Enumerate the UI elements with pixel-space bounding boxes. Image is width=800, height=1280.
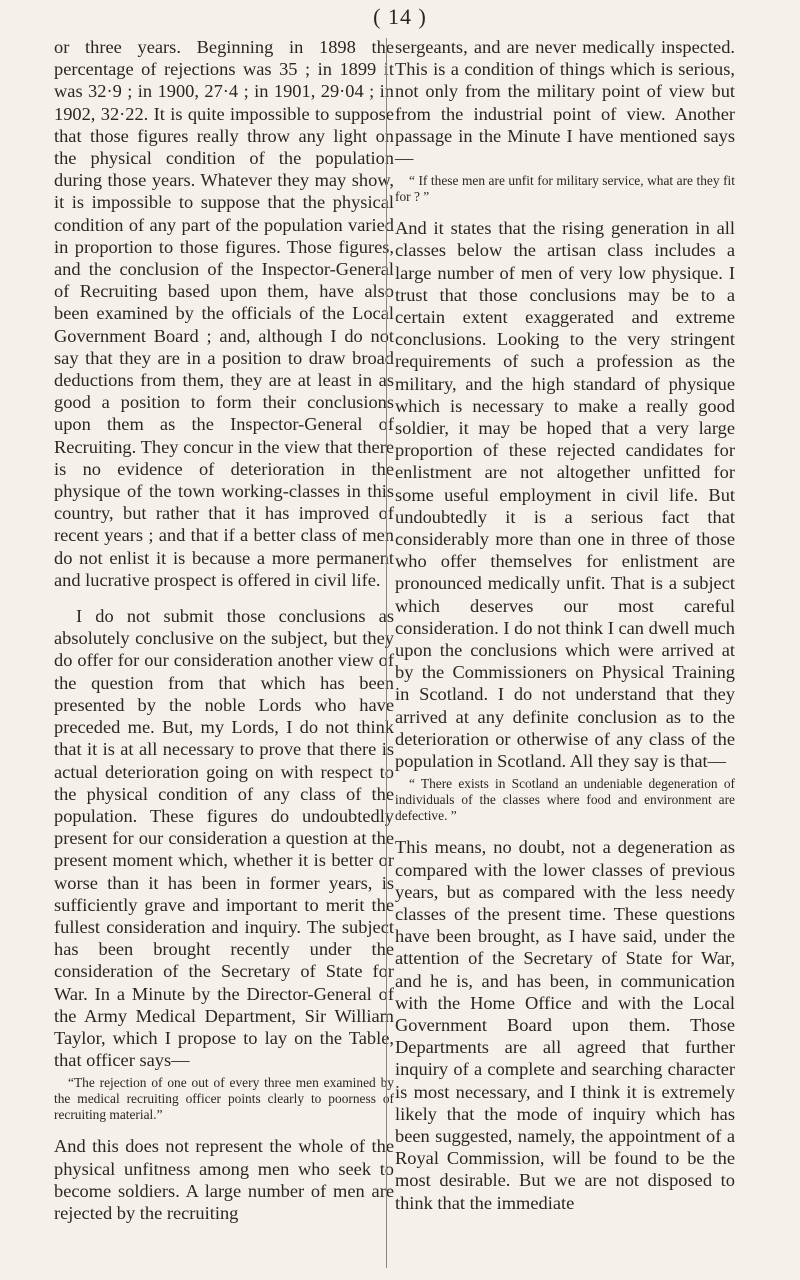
column-divider — [386, 38, 387, 1268]
right-quote-2: “ There exists in Scotland an undeniable degeneration of individuals of the classes where food and environment are defective. ” — [395, 776, 735, 824]
page-number: ( 14 ) — [373, 4, 427, 29]
left-paragraph-2: I do not submit those conclusions as absolutely conclusive on the subject, but they do offer for our consideration another view of the question from that which has been presented by the noble Lords who have preceded me. But, my Lords, I do not think that it is at all necessary to prove that there is actual deterioration going on with respect to the physical condition of any class of the population. These figures do undoubtedly present for our consideration a question at the present moment which, whether it is better or worse than it has been in former years, is sufficiently grave and important to merit the fullest consideration and inquiry. The subject has been brought recently under the consideration of the Secretary of State for War. In a Minute by the Director-General of the Army Medical Department, Sir William Taylor, which I propose to lay on the Table, that officer says— — [54, 606, 394, 1071]
left-paragraph-1: or three years. Beginning in 1898 the percentage of rejections was 35 ; in 1899 it was 32·9 ; in 1900, 27·4 ; in 1901, 29·04 ; in 1902, 32·22. It is quite impossible to suppose that those figures really throw any light on the physical condition of the population during those years. Whatever they may show, it is impossible to suppose that the physical condition of any part of the population varied in proportion to those figures. Those figures, and the conclusion of the Inspector-General of Recruiting based upon them, have also been examined by the officials of the Local Government Board ; and, although I do not say that they are in a position to draw broad deductions from them, they are at least in as good a position to form their conclusions upon them as the Inspector-General of Recruiting. They concur in the view that there is no evidence of deterioration in the physique of the town working-classes in this country, but rather that it has improved of recent years ; and that if a better class of men do not enlist it is because a more permanent and lucrative prospect is offered in civil life. — [54, 37, 394, 590]
right-paragraph-3: This means, no doubt, not a degeneration as compared with the lower classes of previous years, but as compared with the less needy classes of the present time. These questions have been brought, as I have said, under the attention of the Secretary of State for War, and he is, and has been, in communication with the Home Office and with the Local Government Board upon them. Those Departments are all agreed that further inquiry of a complete and searching character is most necessary, and I think it is extremely likely that the mode of inquiry which has been suggested, namely, the appointment of a Royal Commission, will be found to be the most desirable. But we are not disposed to think that the immediate — [395, 837, 735, 1213]
left-paragraph-3: And this does not represent the whole of the physical unfitness among men who seek to become soldiers. A large number of men are rejected by the recruiting — [54, 1136, 394, 1223]
right-paragraph-1: sergeants, and are never medically inspected. This is a condition of things which is serious, not only from the military point of view but from the industrial point of view. Another passage in the Minute I have mentioned says— — [395, 37, 735, 169]
right-quote-1: “ If these men are unfit for military service, what are they fit for ? ” — [395, 173, 735, 205]
right-paragraph-2: And it states that the rising generation in all classes below the artisan class includes a large number of men of very low physique. I trust that those conclusions may be to a certain extent exaggerated and extreme conclusions. Looking to the very stringent requirements of such a profession as the military, and the high standard of physique which is necessary to make a really good soldier, it may be hoped that a very large proportion of these rejected candidates for enlistment are not altogether unfitted for some useful employment in civil life. But undoubtedly it is a serious fact that considerably more than one in three of those who offer themselves for enlistment are pronounced medically unfit. That is a subject which deserves our most careful consideration. I do not think I can dwell much upon the conclusions which were arrived at by the Commissioners on Physical Training in Scotland. I do not understand that they arrived at any definite conclusion as to the deterioration or otherwise of any class of the population in Scotland. All they say is that— — [395, 218, 735, 772]
left-column — [54, 36, 394, 1238]
left-quote-1: “The rejection of one out of every three men examined by the medical recruiting officer points clearly to poorness of recruiting material.” — [54, 1075, 394, 1123]
right-column — [395, 36, 735, 1228]
